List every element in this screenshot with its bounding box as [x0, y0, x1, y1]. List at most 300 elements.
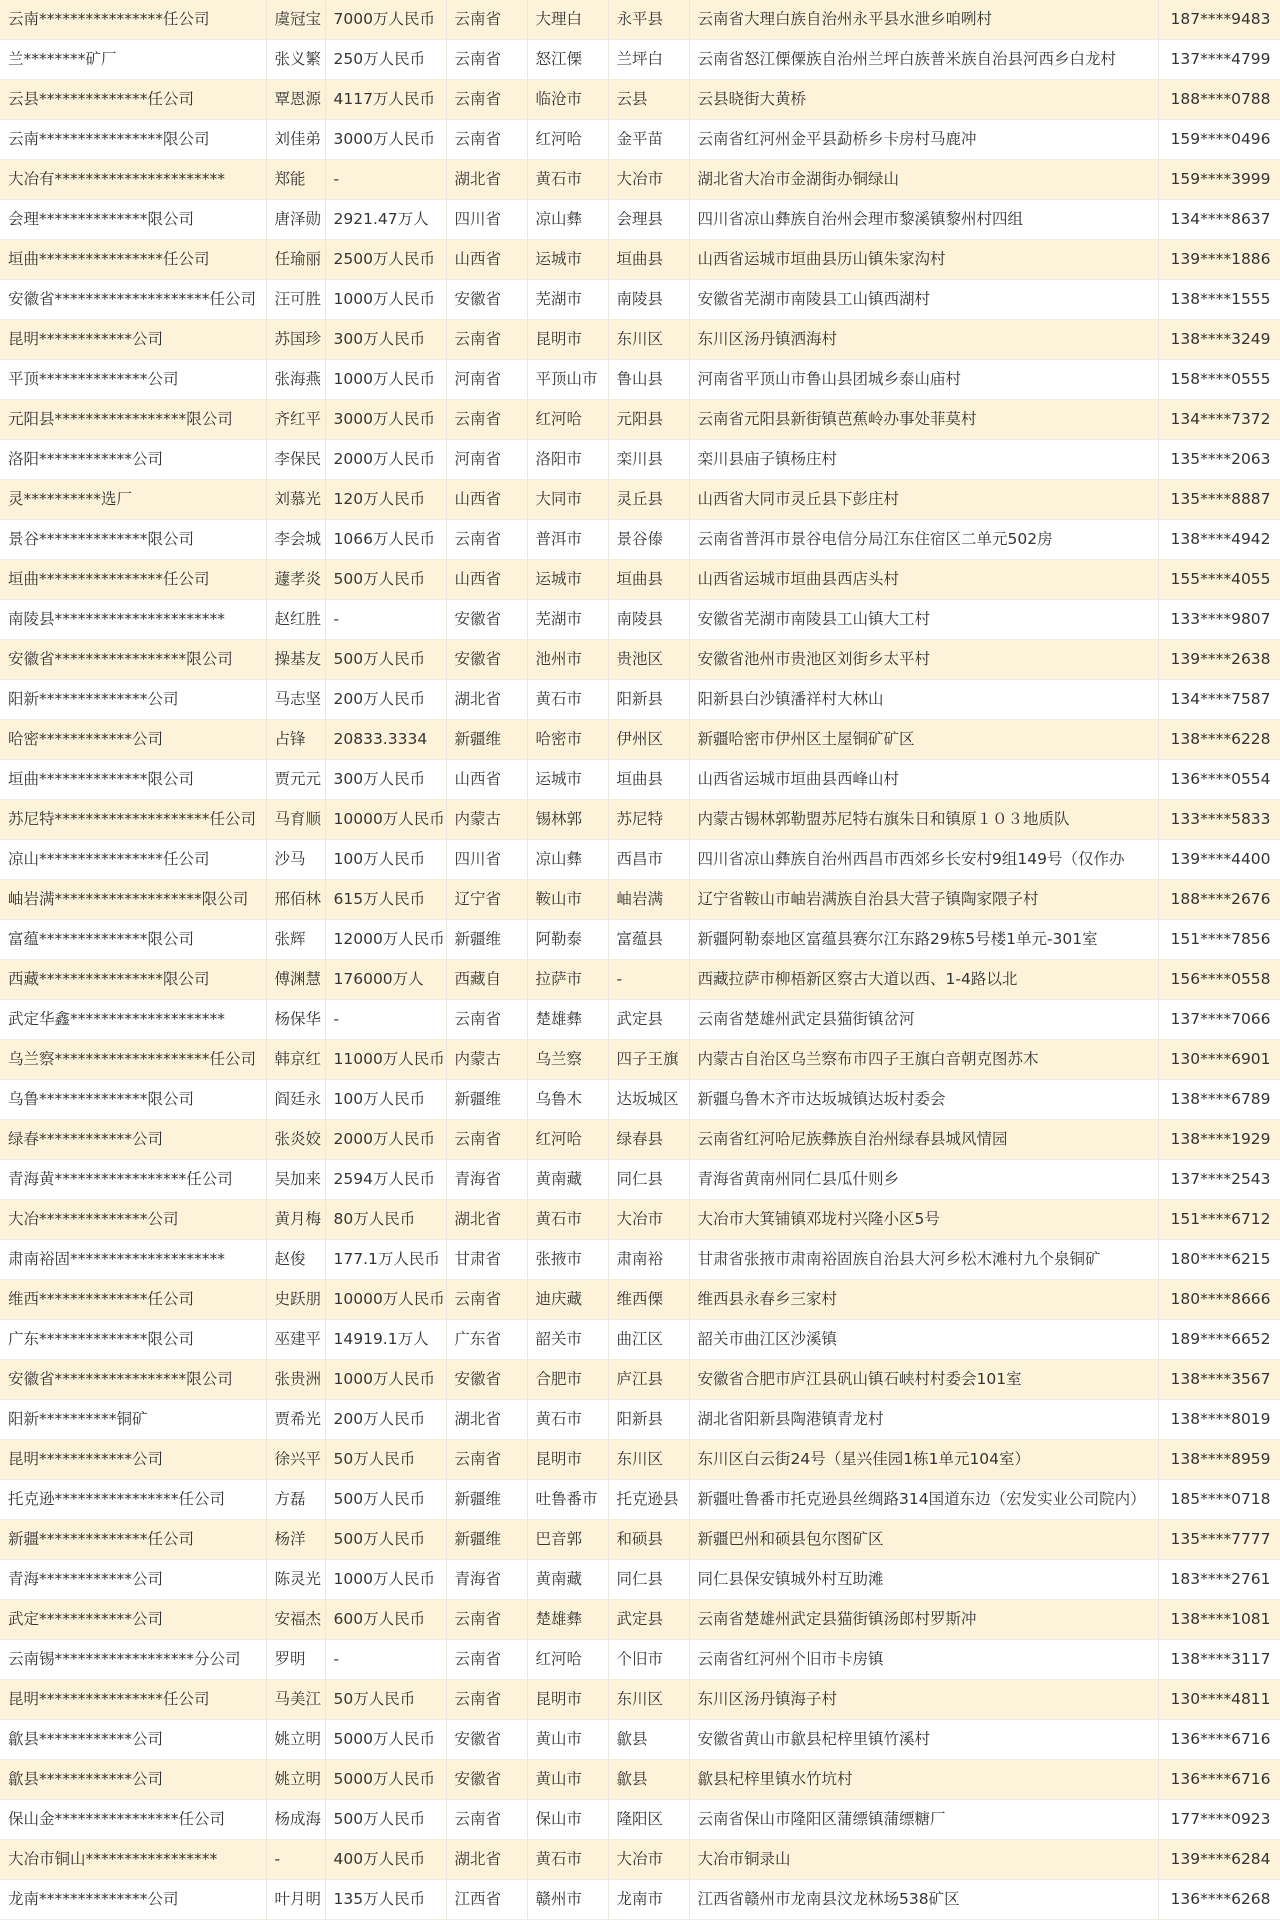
legal-rep-cell: 刘慕光: [266, 480, 325, 520]
table-row: [0, 80, 1280, 120]
address-cell: 江西省赣州市龙南县汶龙林场538矿区: [689, 1880, 1158, 1920]
legal-rep-cell: 郑能: [266, 160, 325, 200]
district-cell: 景谷傣: [608, 520, 689, 560]
registered-capital-cell: 200万人民币: [325, 1400, 446, 1440]
phone-cell: 138****1555: [1158, 280, 1280, 320]
company-name-cell: 景谷**************限公司: [0, 520, 266, 560]
city-cell: 吐鲁番市: [527, 1480, 608, 1520]
legal-rep-cell: 傅渊慧: [266, 960, 325, 1000]
table-row: [0, 480, 1280, 520]
address-cell: 新疆巴州和硕县包尔图矿区: [689, 1520, 1158, 1560]
company-name-cell: 广东**************限公司: [0, 1320, 266, 1360]
company-name-cell: 安徽省*****************限公司: [0, 640, 266, 680]
province-cell: 山西省: [446, 560, 527, 600]
province-cell: 云南省: [446, 1640, 527, 1680]
registered-capital-cell: 80万人民币: [325, 1200, 446, 1240]
company-name-cell: 垣曲****************任公司: [0, 240, 266, 280]
address-cell: 新疆吐鲁番市托克逊县丝绸路314国道东边（宏发实业公司院内）: [689, 1480, 1158, 1520]
province-cell: 云南省: [446, 520, 527, 560]
company-name-cell: 昆明************公司: [0, 1440, 266, 1480]
address-cell: 云南省楚雄州武定县猫街镇汤郎村罗斯冲: [689, 1600, 1158, 1640]
phone-cell: 134****7587: [1158, 680, 1280, 720]
address-cell: 四川省凉山彝族自治州会理市黎溪镇黎州村四组: [689, 200, 1158, 240]
company-name-cell: 歙县************公司: [0, 1760, 266, 1800]
province-cell: 云南省: [446, 1000, 527, 1040]
company-name-cell: 大冶市铜山*****************: [0, 1840, 266, 1880]
registered-capital-cell: -: [325, 600, 446, 640]
city-cell: 黄石市: [527, 160, 608, 200]
registered-capital-cell: -: [325, 160, 446, 200]
district-cell: 大冶市: [608, 1200, 689, 1240]
legal-rep-cell: 李会城: [266, 520, 325, 560]
registered-capital-cell: 1066万人民币: [325, 520, 446, 560]
city-cell: 红河哈: [527, 120, 608, 160]
phone-cell: 136****6716: [1158, 1720, 1280, 1760]
phone-cell: 155****4055: [1158, 560, 1280, 600]
phone-cell: 159****0496: [1158, 120, 1280, 160]
table-row: [0, 360, 1280, 400]
company-name-cell: 龙南**************公司: [0, 1880, 266, 1920]
table-row: [0, 1560, 1280, 1600]
registered-capital-cell: 135万人民币: [325, 1880, 446, 1920]
address-cell: 山西省运城市垣曲县西店头村: [689, 560, 1158, 600]
phone-cell: 137****7066: [1158, 1000, 1280, 1040]
phone-cell: 188****0788: [1158, 80, 1280, 120]
city-cell: 哈密市: [527, 720, 608, 760]
legal-rep-cell: 叶月明: [266, 1880, 325, 1920]
company-name-cell: 垣曲**************限公司: [0, 760, 266, 800]
registered-capital-cell: 500万人民币: [325, 560, 446, 600]
city-cell: 楚雄彝: [527, 1600, 608, 1640]
legal-rep-cell: 贾希光: [266, 1400, 325, 1440]
province-cell: 新疆维: [446, 1080, 527, 1120]
address-cell: 内蒙古锡林郭勒盟苏尼特右旗朱日和镇原１０３地质队: [689, 800, 1158, 840]
city-cell: 凉山彝: [527, 840, 608, 880]
province-cell: 云南省: [446, 1440, 527, 1480]
city-cell: 乌鲁木: [527, 1080, 608, 1120]
company-name-cell: 安徽省********************任公司: [0, 280, 266, 320]
province-cell: 山西省: [446, 480, 527, 520]
legal-rep-cell: 邢佰林: [266, 880, 325, 920]
table-row: [0, 1040, 1280, 1080]
registered-capital-cell: 176000万人: [325, 960, 446, 1000]
district-cell: 垣曲县: [608, 560, 689, 600]
province-cell: 河南省: [446, 440, 527, 480]
phone-cell: 133****9807: [1158, 600, 1280, 640]
city-cell: 运城市: [527, 760, 608, 800]
district-cell: 西昌市: [608, 840, 689, 880]
province-cell: 云南省: [446, 1120, 527, 1160]
company-name-cell: 大冶有**********************: [0, 160, 266, 200]
district-cell: 会理县: [608, 200, 689, 240]
city-cell: 大理白: [527, 0, 608, 40]
province-cell: 云南省: [446, 80, 527, 120]
city-cell: 锡林郭: [527, 800, 608, 840]
table-row: [0, 1360, 1280, 1400]
legal-rep-cell: 苏国珍: [266, 320, 325, 360]
table-row: [0, 960, 1280, 1000]
table-row: [0, 680, 1280, 720]
table-row: [0, 1000, 1280, 1040]
district-cell: 岫岩满: [608, 880, 689, 920]
phone-cell: 151****7856: [1158, 920, 1280, 960]
company-name-cell: 青海************公司: [0, 1560, 266, 1600]
province-cell: 安徽省: [446, 1360, 527, 1400]
registered-capital-cell: 14919.1万人: [325, 1320, 446, 1360]
city-cell: 池州市: [527, 640, 608, 680]
address-cell: 河南省平顶山市鲁山县团城乡泰山庙村: [689, 360, 1158, 400]
province-cell: 甘肃省: [446, 1240, 527, 1280]
phone-cell: 158****0555: [1158, 360, 1280, 400]
phone-cell: 136****6268: [1158, 1880, 1280, 1920]
address-cell: 安徽省池州市贵池区刘街乡太平村: [689, 640, 1158, 680]
registered-capital-cell: 177.1万人民币: [325, 1240, 446, 1280]
phone-cell: 137****4799: [1158, 40, 1280, 80]
legal-rep-cell: 操基友: [266, 640, 325, 680]
city-cell: 运城市: [527, 240, 608, 280]
legal-rep-cell: 张义繁: [266, 40, 325, 80]
registered-capital-cell: 10000万人民币: [325, 1280, 446, 1320]
registered-capital-cell: 50万人民币: [325, 1680, 446, 1720]
legal-rep-cell: 张炎姣: [266, 1120, 325, 1160]
table-row: [0, 40, 1280, 80]
city-cell: 红河哈: [527, 1640, 608, 1680]
city-cell: 运城市: [527, 560, 608, 600]
table-row: [0, 1720, 1280, 1760]
district-cell: 东川区: [608, 1680, 689, 1720]
company-name-cell: 武定************公司: [0, 1600, 266, 1640]
district-cell: 托克逊县: [608, 1480, 689, 1520]
registered-capital-cell: 12000万人民币: [325, 920, 446, 960]
province-cell: 安徽省: [446, 600, 527, 640]
city-cell: 拉萨市: [527, 960, 608, 1000]
district-cell: 庐江县: [608, 1360, 689, 1400]
province-cell: 新疆维: [446, 920, 527, 960]
district-cell: 大冶市: [608, 1840, 689, 1880]
legal-rep-cell: 张辉: [266, 920, 325, 960]
phone-cell: 136****6716: [1158, 1760, 1280, 1800]
province-cell: 山西省: [446, 240, 527, 280]
company-name-cell: 青海黄*****************任公司: [0, 1160, 266, 1200]
legal-rep-cell: 占锋: [266, 720, 325, 760]
legal-rep-cell: 赵俊: [266, 1240, 325, 1280]
address-cell: 安徽省黄山市歙县杞梓里镇竹溪村: [689, 1720, 1158, 1760]
table-row: [0, 1240, 1280, 1280]
phone-cell: 137****2543: [1158, 1160, 1280, 1200]
company-name-cell: 灵**********选厂: [0, 480, 266, 520]
legal-rep-cell: 贾元元: [266, 760, 325, 800]
address-cell: 阳新县白沙镇潘祥村大林山: [689, 680, 1158, 720]
phone-cell: 139****4400: [1158, 840, 1280, 880]
table-row: [0, 920, 1280, 960]
registered-capital-cell: 615万人民币: [325, 880, 446, 920]
registered-capital-cell: 2594万人民币: [325, 1160, 446, 1200]
province-cell: 云南省: [446, 1800, 527, 1840]
legal-rep-cell: 姚立明: [266, 1720, 325, 1760]
city-cell: 黄石市: [527, 1400, 608, 1440]
phone-cell: 156****0558: [1158, 960, 1280, 1000]
district-cell: 绿春县: [608, 1120, 689, 1160]
city-cell: 赣州市: [527, 1880, 608, 1920]
registered-capital-cell: 400万人民币: [325, 1840, 446, 1880]
address-cell: 云县晓街大黄桥: [689, 80, 1158, 120]
company-name-cell: 西藏****************限公司: [0, 960, 266, 1000]
table-row: [0, 200, 1280, 240]
district-cell: 垣曲县: [608, 760, 689, 800]
address-cell: 山西省大同市灵丘县下彭庄村: [689, 480, 1158, 520]
legal-rep-cell: 杨保华: [266, 1000, 325, 1040]
phone-cell: 138****6228: [1158, 720, 1280, 760]
address-cell: 新疆阿勒泰地区富蕴县赛尔江东路29栋5号楼1单元-301室: [689, 920, 1158, 960]
district-cell: 栾川县: [608, 440, 689, 480]
city-cell: 临沧市: [527, 80, 608, 120]
district-cell: 永平县: [608, 0, 689, 40]
province-cell: 新疆维: [446, 1480, 527, 1520]
table-row: [0, 1160, 1280, 1200]
registered-capital-cell: 5000万人民币: [325, 1720, 446, 1760]
address-cell: 栾川县庙子镇杨庄村: [689, 440, 1158, 480]
district-cell: 南陵县: [608, 600, 689, 640]
district-cell: 元阳县: [608, 400, 689, 440]
phone-cell: 138****1929: [1158, 1120, 1280, 1160]
city-cell: 合肥市: [527, 1360, 608, 1400]
table-row: [0, 1480, 1280, 1520]
company-name-cell: 昆明****************任公司: [0, 1680, 266, 1720]
city-cell: 黄南藏: [527, 1160, 608, 1200]
address-cell: 山西省运城市垣曲县西峰山村: [689, 760, 1158, 800]
legal-rep-cell: 赵红胜: [266, 600, 325, 640]
province-cell: 四川省: [446, 200, 527, 240]
legal-rep-cell: 覃恩源: [266, 80, 325, 120]
province-cell: 辽宁省: [446, 880, 527, 920]
province-cell: 安徽省: [446, 280, 527, 320]
legal-rep-cell: 阎廷永: [266, 1080, 325, 1120]
company-name-cell: 肃南裕固********************: [0, 1240, 266, 1280]
legal-rep-cell: 徐兴平: [266, 1440, 325, 1480]
registered-capital-cell: 1000万人民币: [325, 360, 446, 400]
legal-rep-cell: 齐红平: [266, 400, 325, 440]
city-cell: 黄山市: [527, 1720, 608, 1760]
registered-capital-cell: 1000万人民币: [325, 1360, 446, 1400]
address-cell: 甘肃省张掖市肃南裕固族自治县大河乡松木滩村九个泉铜矿: [689, 1240, 1158, 1280]
registered-capital-cell: 5000万人民币: [325, 1760, 446, 1800]
province-cell: 西藏自: [446, 960, 527, 1000]
legal-rep-cell: 马育顺: [266, 800, 325, 840]
address-cell: 大冶市铜录山: [689, 1840, 1158, 1880]
table-row: [0, 240, 1280, 280]
district-cell: 贵池区: [608, 640, 689, 680]
table-row: [0, 440, 1280, 480]
province-cell: 云南省: [446, 120, 527, 160]
city-cell: 昆明市: [527, 1440, 608, 1480]
city-cell: 怒江傈: [527, 40, 608, 80]
city-cell: 巴音郭: [527, 1520, 608, 1560]
phone-cell: 189****6652: [1158, 1320, 1280, 1360]
district-cell: 苏尼特: [608, 800, 689, 840]
registered-capital-cell: 500万人民币: [325, 1520, 446, 1560]
registered-capital-cell: 7000万人民币: [325, 0, 446, 40]
registered-capital-cell: 4117万人民币: [325, 80, 446, 120]
registered-capital-cell: 100万人民币: [325, 1080, 446, 1120]
table-row: [0, 320, 1280, 360]
city-cell: 芜湖市: [527, 280, 608, 320]
phone-cell: 138****8019: [1158, 1400, 1280, 1440]
phone-cell: 151****6712: [1158, 1200, 1280, 1240]
district-cell: 龙南市: [608, 1880, 689, 1920]
province-cell: 云南省: [446, 1280, 527, 1320]
company-name-cell: 乌兰察********************任公司: [0, 1040, 266, 1080]
province-cell: 湖北省: [446, 1400, 527, 1440]
table-row: [0, 720, 1280, 760]
phone-cell: 139****2638: [1158, 640, 1280, 680]
company-name-cell: 阳新**************公司: [0, 680, 266, 720]
district-cell: 同仁县: [608, 1160, 689, 1200]
table-row: [0, 880, 1280, 920]
registered-capital-cell: 50万人民币: [325, 1440, 446, 1480]
table-row: [0, 560, 1280, 600]
province-cell: 安徽省: [446, 1760, 527, 1800]
table-row: [0, 1440, 1280, 1480]
city-cell: 大同市: [527, 480, 608, 520]
company-name-cell: 富蕴**************限公司: [0, 920, 266, 960]
phone-cell: 188****2676: [1158, 880, 1280, 920]
province-cell: 青海省: [446, 1160, 527, 1200]
district-cell: 歙县: [608, 1720, 689, 1760]
company-name-cell: 安徽省*****************限公司: [0, 1360, 266, 1400]
legal-rep-cell: 杨成海: [266, 1800, 325, 1840]
table-row: [0, 1640, 1280, 1680]
registered-capital-cell: 3000万人民币: [325, 400, 446, 440]
address-cell: 辽宁省鞍山市岫岩满族自治县大营子镇陶家隈子村: [689, 880, 1158, 920]
phone-cell: 177****0923: [1158, 1800, 1280, 1840]
address-cell: 云南省普洱市景谷电信分局江东住宿区二单元502房: [689, 520, 1158, 560]
phone-cell: 138****1081: [1158, 1600, 1280, 1640]
phone-cell: 138****6789: [1158, 1080, 1280, 1120]
registered-capital-cell: 20833.3334: [325, 720, 446, 760]
legal-rep-cell: 史跃朋: [266, 1280, 325, 1320]
address-cell: 同仁县保安镇城外村互助滩: [689, 1560, 1158, 1600]
registered-capital-cell: 10000万人民币: [325, 800, 446, 840]
district-cell: 达坂城区: [608, 1080, 689, 1120]
district-cell: 阳新县: [608, 1400, 689, 1440]
registered-capital-cell: 3000万人民币: [325, 120, 446, 160]
company-name-cell: 平顶**************公司: [0, 360, 266, 400]
registered-capital-cell: 2000万人民币: [325, 1120, 446, 1160]
city-cell: 芜湖市: [527, 600, 608, 640]
province-cell: 河南省: [446, 360, 527, 400]
city-cell: 张掖市: [527, 1240, 608, 1280]
district-cell: 曲江区: [608, 1320, 689, 1360]
company-name-cell: 岫岩满*******************限公司: [0, 880, 266, 920]
table-row: [0, 1520, 1280, 1560]
district-cell: 隆阳区: [608, 1800, 689, 1840]
legal-rep-cell: 李保民: [266, 440, 325, 480]
registered-capital-cell: 2000万人民币: [325, 440, 446, 480]
address-cell: 东川区汤丹镇海子村: [689, 1680, 1158, 1720]
district-cell: 四子王旗: [608, 1040, 689, 1080]
province-cell: 云南省: [446, 1680, 527, 1720]
registered-capital-cell: 300万人民币: [325, 320, 446, 360]
city-cell: 黄石市: [527, 1840, 608, 1880]
address-cell: 湖北省阳新县陶港镇青龙村: [689, 1400, 1158, 1440]
city-cell: 洛阳市: [527, 440, 608, 480]
company-name-cell: 云南锡******************分公司: [0, 1640, 266, 1680]
company-name-cell: 新疆**************任公司: [0, 1520, 266, 1560]
district-cell: 鲁山县: [608, 360, 689, 400]
province-cell: 云南省: [446, 1600, 527, 1640]
city-cell: 保山市: [527, 1800, 608, 1840]
address-cell: 内蒙古自治区乌兰察布市四子王旗白音朝克图苏木: [689, 1040, 1158, 1080]
city-cell: 黄山市: [527, 1760, 608, 1800]
province-cell: 湖北省: [446, 680, 527, 720]
company-name-cell: 兰********矿厂: [0, 40, 266, 80]
registered-capital-cell: 1000万人民币: [325, 1560, 446, 1600]
legal-rep-cell: 张贵洲: [266, 1360, 325, 1400]
company-name-cell: 阳新**********铜矿: [0, 1400, 266, 1440]
district-cell: 个旧市: [608, 1640, 689, 1680]
district-cell: 武定县: [608, 1600, 689, 1640]
address-cell: 新疆乌鲁木齐市达坂城镇达坂村委会: [689, 1080, 1158, 1120]
table-row: [0, 1320, 1280, 1360]
legal-rep-cell: 任瑜丽: [266, 240, 325, 280]
company-name-cell: 绿春************公司: [0, 1120, 266, 1160]
province-cell: 湖北省: [446, 1840, 527, 1880]
address-cell: 韶关市曲江区沙溪镇: [689, 1320, 1158, 1360]
province-cell: 四川省: [446, 840, 527, 880]
province-cell: 湖北省: [446, 1200, 527, 1240]
registered-capital-cell: -: [325, 1640, 446, 1680]
address-cell: 青海省黄南州同仁县瓜什则乡: [689, 1160, 1158, 1200]
district-cell: 阳新县: [608, 680, 689, 720]
city-cell: 楚雄彝: [527, 1000, 608, 1040]
province-cell: 安徽省: [446, 1720, 527, 1760]
address-cell: 云南省大理白族自治州永平县水泄乡咱咧村: [689, 0, 1158, 40]
city-cell: 平顶山市: [527, 360, 608, 400]
province-cell: 云南省: [446, 40, 527, 80]
address-cell: 维西县永春乡三家村: [689, 1280, 1158, 1320]
table-row: [0, 1840, 1280, 1880]
phone-cell: 185****0718: [1158, 1480, 1280, 1520]
company-name-cell: 武定华鑫********************: [0, 1000, 266, 1040]
table-row: [0, 1280, 1280, 1320]
company-name-cell: 歙县************公司: [0, 1720, 266, 1760]
district-cell: 金平苗: [608, 120, 689, 160]
table-row: [0, 160, 1280, 200]
city-cell: 韶关市: [527, 1320, 608, 1360]
phone-cell: 139****6284: [1158, 1840, 1280, 1880]
address-cell: 东川区白云街24号（星兴佳园1栋1单元104室）: [689, 1440, 1158, 1480]
address-cell: 云南省红河哈尼族彝族自治州绿春县城风情园: [689, 1120, 1158, 1160]
company-name-cell: 保山金****************任公司: [0, 1800, 266, 1840]
district-cell: 南陵县: [608, 280, 689, 320]
address-cell: 安徽省芜湖市南陵县工山镇大工村: [689, 600, 1158, 640]
legal-rep-cell: 吴加来: [266, 1160, 325, 1200]
legal-rep-cell: 陈灵光: [266, 1560, 325, 1600]
legal-rep-cell: 沙马: [266, 840, 325, 880]
company-name-cell: 托克逊****************任公司: [0, 1480, 266, 1520]
address-cell: 四川省凉山彝族自治州西昌市西郊乡长安村9组149号（仅作办: [689, 840, 1158, 880]
address-cell: 云南省楚雄州武定县猫街镇岔河: [689, 1000, 1158, 1040]
province-cell: 云南省: [446, 320, 527, 360]
company-name-cell: 南陵县**********************: [0, 600, 266, 640]
address-cell: 大冶市大箕铺镇邓垅村兴隆小区5号: [689, 1200, 1158, 1240]
table-row: [0, 1600, 1280, 1640]
phone-cell: 187****9483: [1158, 0, 1280, 40]
city-cell: 昆明市: [527, 320, 608, 360]
legal-rep-cell: 唐泽勋: [266, 200, 325, 240]
district-cell: 垣曲县: [608, 240, 689, 280]
company-name-cell: 垣曲****************任公司: [0, 560, 266, 600]
